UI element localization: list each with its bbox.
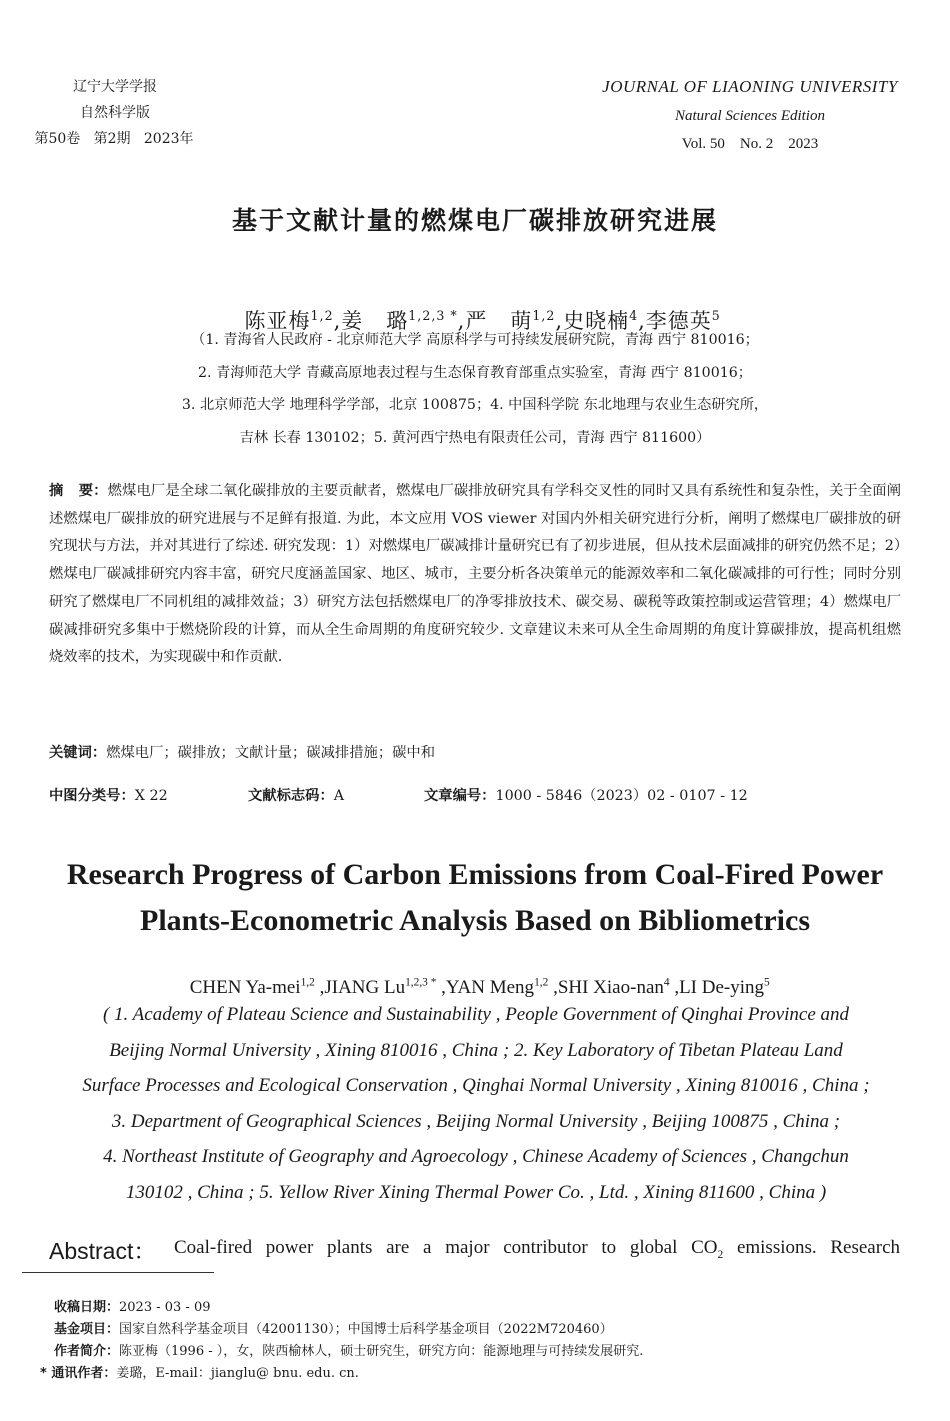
affiliation-en-line: 130102 , China ; 5. Yellow River Xining Thermal Power Co. , Ltd. , Xining 811600 , China ) <box>125 1181 827 1203</box>
author-en: LI De-ying$^5$ <box>679 977 770 999</box>
funding: 基金项目：国家自然科学基金项目（42001130）；中国博士后科学基金项目（2022M720460） <box>54 1322 613 1337</box>
affiliation-en-line: ( 1. Academy of Plateau Science and Sustainability , People Government of Qinghai Province and <box>102 1004 850 1025</box>
affiliation-en-line: Beijing Normal University , Xining 810016 , China ; 2. Key Laboratory of Tibetan Plateau Land <box>109 1039 843 1061</box>
affiliation-en-line: 4. Northeast Institute of Geography and Agroecology , Chinese Academy of Sciences , Changchun <box>103 1146 849 1168</box>
clc-number: 中图分类号：X 22 <box>49 788 168 804</box>
author-en: SHI Xiao-nan$^4$ , <box>557 977 680 999</box>
author-cn: 李德英$^5$ <box>645 308 721 333</box>
affiliation-en-line: 3. Department of Geographical Sciences , Beijing Normal University , Beijing 100875 , China ; <box>111 1110 841 1132</box>
affiliations-en <box>36 997 916 1211</box>
abstract-en-label: Abstract： <box>49 1238 157 1264</box>
title-en-line: Research Progress of Carbon Emissions from Coal-Fired Power <box>66 858 884 891</box>
affiliation-line: （1. 青海省人民政府 - 北京师范大学 高原科学与可持续发展研究院，青海 西宁 810016； <box>191 332 759 348</box>
journal-issue-en: Vol. 50 No. 2 2023 <box>681 136 819 152</box>
author-cn: 陈亚梅$^{1,2}$, <box>244 308 342 333</box>
abstract-en-text: Coal-fired power plants are a major contributor to global $CO_2$ emissions. Research <box>174 1237 900 1261</box>
author-en: JIANG $Lu^{1,2,3 *}$ , <box>324 977 446 999</box>
paper-title-en <box>0 852 950 944</box>
received-date: 收稿日期：2023 - 03 - 09 <box>54 1300 211 1315</box>
journal-edition-en: Natural Sciences Edition <box>675 108 825 124</box>
author-en: CHEN Ya-mei$^{1,2}$ , <box>189 977 325 999</box>
article-number: 文章编号：1000 - 5846（2023）02 - 0107 - 12 <box>424 788 748 804</box>
affiliations-cn <box>0 324 950 454</box>
document-code: 文献标志码：A <box>248 788 345 804</box>
author-en: YAN Meng$^{1,2}$ , <box>445 977 558 999</box>
abstract-cn <box>49 478 901 672</box>
title-en-line: Plants-Econometric Analysis Based on Bibliometrics <box>140 904 810 937</box>
author-cn: 姜 璐$^{1,2,3 *}$, <box>341 308 466 333</box>
keywords-text: 燃煤电厂；碳排放；文献计量；碳减排措施；碳中和 <box>106 745 436 761</box>
journal-edition-cn: 自然科学版 <box>80 105 150 121</box>
affiliation-line: 3. 北京师范大学 地理科学学部，北京 100875；4. 中国科学院 东北地理与农业生态研究所， <box>181 397 769 413</box>
author-cn: 史晓楠$^4$, <box>563 308 646 333</box>
footnote-divider <box>22 1272 214 1273</box>
corresponding-author: * 通讯作者：姜璐，E-mail：jianglu@ bnu. edu. cn. <box>40 1366 359 1381</box>
abstract-cn-label: 摘 要： <box>49 483 108 499</box>
keywords <box>49 742 435 762</box>
affiliation-en-line: Surface Processes and Ecological Conservation , Qinghai Normal University , Xining 810016 , China ; <box>82 1075 870 1097</box>
affiliation-line: 2. 青海师范大学 青藏高原地表过程与生态保育教育部重点实验室，青海 西宁 810016； <box>198 364 752 381</box>
paper-title-cn: 基于文献计量的燃煤电厂碳排放研究进展 <box>231 206 718 235</box>
author-list-en <box>0 955 950 999</box>
keywords-label: 关键词： <box>49 745 107 761</box>
journal-name-en: JOURNAL OF LIAONING UNIVERSITY <box>602 77 898 96</box>
journal-name-cn: 辽宁大学学报 <box>73 79 157 95</box>
affiliation-line: 吉林 长春 130102；5. 黄河西宁热电有限责任公司，青海 西宁 811600） <box>239 429 711 446</box>
author-bio: 作者简介：陈亚梅（1996 - ），女，陕西榆林人，硕士研究生，研究方向：能源地理与可持续发展研究. <box>54 1344 644 1359</box>
abstract-cn-text: 燃煤电厂是全球二氧化碳排放的主要贡献者，燃煤电厂碳排放研究具有学科交叉性的同时又具有系统性和复杂性，关于全面阐述燃煤电厂碳排放的研究进展与不足鲜有报道. 为此，本文应用 VOS viewer 对国内外相关研究进行分析，阐明了燃煤电厂碳排放的研究现状与方法，并对其进行了综述. 研究发现：1）对燃煤电厂碳减排计量研究已有了初步进展，但从技术层面减排的研究仍然不足；2）燃煤电厂碳减排研究内容丰富，研究尺度涵盖国家、地区、城市，主要分析各决策单元的能源效率和二氧化碳减排的可行性；同时分别研究了燃煤电厂不同机组的减排效益；3）研究方法包括燃煤电厂的净零排放技术、碳交易、碳税等政策控制或运营管理；4）燃煤电厂碳减排研究多集中于燃烧阶段的计算，而从全生命周期的角度研究较少. 文章建议未来可从全生命周期的角度计算碳排放，提高机组燃烧效率的技术，为实现碳中和作贡献. <box>49 483 901 666</box>
author-cn: 严 萌$^{1,2}$, <box>465 308 564 333</box>
journal-issue-cn: 第50卷 第2期 2023年 <box>34 131 194 147</box>
